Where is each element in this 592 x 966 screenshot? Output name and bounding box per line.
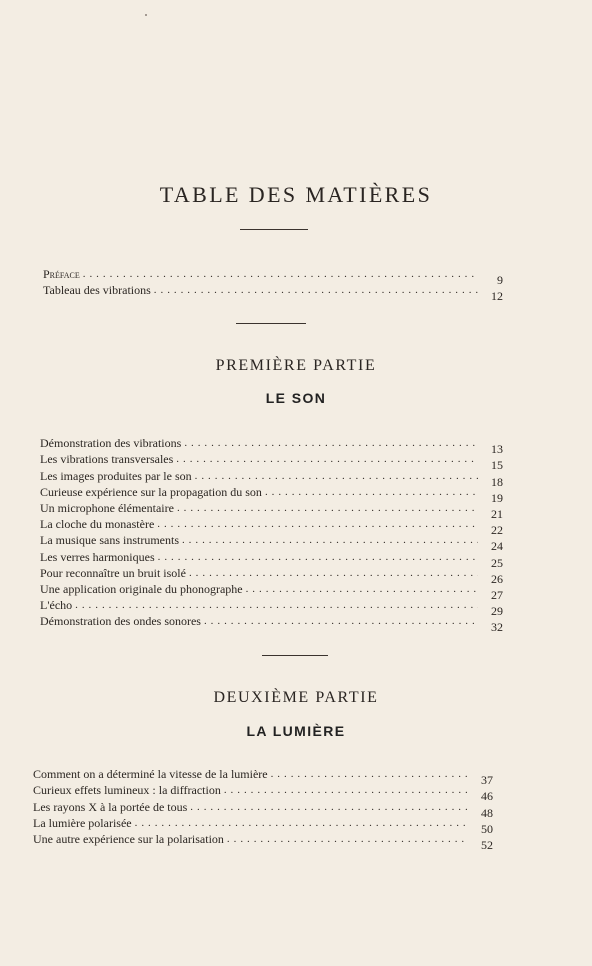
front-matter-list xyxy=(43,265,503,304)
leader-dots xyxy=(154,283,478,297)
toc-entry[interactable] xyxy=(33,765,493,788)
part-2-entries xyxy=(33,765,493,852)
toc-entry[interactable] xyxy=(40,466,503,489)
section-divider xyxy=(236,323,306,324)
toc-entry[interactable] xyxy=(33,830,493,852)
part-1-entries xyxy=(40,434,503,635)
toc-entry[interactable] xyxy=(33,797,493,820)
leader-dots xyxy=(182,533,478,547)
toc-entry-label: La cloche du monastère xyxy=(40,517,155,532)
toc-entry-page: 18 xyxy=(491,474,503,489)
leader-dots xyxy=(204,614,478,628)
title-divider xyxy=(240,229,308,230)
toc-entry[interactable] xyxy=(40,547,503,570)
toc-entry[interactable] xyxy=(40,499,503,521)
toc-entry-page: 19 xyxy=(491,490,503,505)
toc-entry-label: Démonstration des ondes sonores xyxy=(40,614,201,629)
toc-entry-page: 12 xyxy=(491,289,503,304)
toc-entry-page: 48 xyxy=(481,805,493,820)
toc-entry-label: Un microphone élémentaire xyxy=(40,500,174,515)
toc-entry[interactable] xyxy=(40,450,503,473)
paper-speck xyxy=(145,14,147,16)
part-heading: PREMIÈRE PARTIE xyxy=(215,357,377,374)
toc-entry[interactable] xyxy=(40,434,503,457)
leader-dots xyxy=(75,598,478,612)
toc-entry-page: 26 xyxy=(491,571,503,586)
toc-entry-label: Comment on a déterminé la vitesse de la lumière xyxy=(33,767,268,782)
toc-entry-page: 37 xyxy=(481,773,493,788)
leader-dots xyxy=(158,550,478,564)
toc-entry[interactable] xyxy=(40,612,503,635)
leader-dots xyxy=(157,517,478,531)
toc-entry-label: Tableau des vibrations xyxy=(43,283,151,298)
toc-entry-label: Les verres harmoniques xyxy=(40,549,155,564)
toc-entry[interactable] xyxy=(33,814,493,836)
toc-entry[interactable] xyxy=(43,281,503,304)
toc-entry-page: 15 xyxy=(491,458,503,473)
toc-entry-page: 24 xyxy=(491,539,503,554)
leader-dots xyxy=(224,783,468,797)
leader-dots xyxy=(135,816,468,830)
leader-dots xyxy=(176,452,478,466)
toc-entry-label: Les images produites par le son xyxy=(40,468,192,483)
toc-entry[interactable] xyxy=(40,596,503,619)
toc-entry[interactable] xyxy=(43,265,503,288)
part-heading: DEUXIÈME PARTIE xyxy=(213,689,379,706)
leader-dots xyxy=(246,582,478,596)
leader-dots xyxy=(195,469,478,483)
toc-entry[interactable] xyxy=(40,515,503,538)
toc-entry-page: 29 xyxy=(491,604,503,619)
leader-dots xyxy=(271,767,468,781)
leader-dots xyxy=(83,267,478,281)
toc-entry-label: La musique sans instruments xyxy=(40,533,179,548)
toc-entry[interactable] xyxy=(40,564,503,586)
toc-entry-page: 13 xyxy=(491,442,503,457)
toc-entry-label: Démonstration des vibrations xyxy=(40,436,182,451)
toc-entry-label: La lumière polarisée xyxy=(33,815,132,830)
toc-entry-label: Préface xyxy=(43,267,80,282)
toc-entry-page: 27 xyxy=(491,587,503,602)
toc-entry-page: 25 xyxy=(491,555,503,570)
page-title: TABLE DES MATIÈRES xyxy=(159,182,433,207)
toc-entry-page: 50 xyxy=(481,821,493,836)
toc-entry-label: Les rayons X à la portée de tous xyxy=(33,799,188,814)
toc-entry-page: 22 xyxy=(491,523,503,538)
toc-entry[interactable] xyxy=(40,483,503,505)
toc-entry-label: Une autre expérience sur la polarisation xyxy=(33,831,224,846)
section-divider xyxy=(262,655,328,656)
toc-entry-label: Pour reconnaître un bruit isolé xyxy=(40,565,186,580)
toc-entry-label: Les vibrations transversales xyxy=(40,452,174,467)
toc-entry[interactable] xyxy=(33,781,493,804)
leader-dots xyxy=(189,566,478,580)
toc-entry[interactable] xyxy=(40,580,503,602)
toc-entry-label: Une application originale du phonographe xyxy=(40,581,243,596)
leader-dots xyxy=(177,501,478,515)
toc-entry-page: 21 xyxy=(491,506,503,521)
leader-dots xyxy=(184,436,478,450)
toc-entry-label: L'écho xyxy=(40,598,73,613)
toc-entry-label: Curieuse expérience sur la propagation du son xyxy=(40,484,262,499)
part-subtitle: LA LUMIÈRE xyxy=(246,723,346,739)
leader-dots xyxy=(190,800,468,814)
leader-dots xyxy=(265,485,478,499)
toc-entry-page: 52 xyxy=(481,837,493,852)
part-subtitle: LE SON xyxy=(265,390,327,406)
toc-entry-page: 32 xyxy=(491,620,503,635)
toc-entry-label: Curieux effets lumineux : la diffraction xyxy=(33,783,221,798)
leader-dots xyxy=(227,832,468,846)
toc-entry[interactable] xyxy=(40,531,503,554)
toc-entry-page: 9 xyxy=(497,273,503,288)
toc-entry-page: 46 xyxy=(481,789,493,804)
